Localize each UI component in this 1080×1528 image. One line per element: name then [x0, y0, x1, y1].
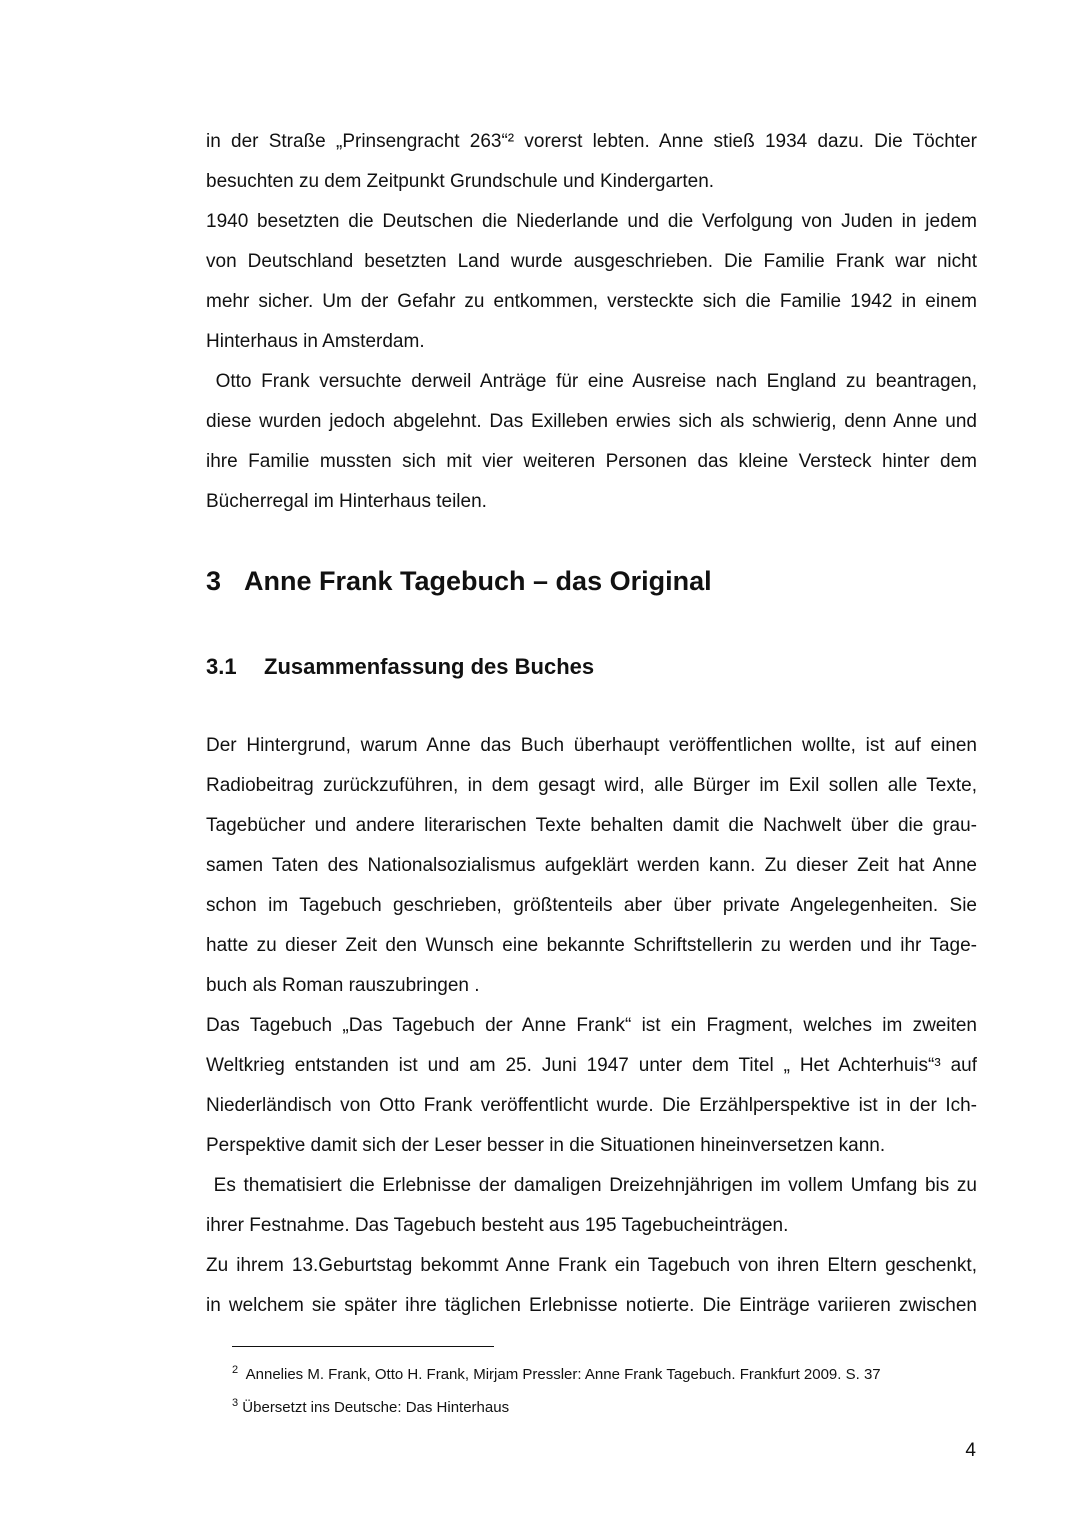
text-line: Bücherregal im Hinterhaus teilen.: [206, 491, 487, 512]
text-line: Das Tagebuch „Das Tagebuch der Anne Frank“ ist ein Fragment, welches im zweiten: [206, 1015, 977, 1036]
footnote: [232, 1358, 992, 1391]
text-line: Weltkrieg entstanden ist und am 25. Juni 1947 unter dem Titel „ Het Achterhuis“³ auf: [206, 1055, 977, 1076]
text-line: samen Taten des Nationalsozialismus aufgeklärt werden kann. Zu dieser Zeit hat Anne: [206, 855, 977, 876]
text-line: Otto Frank versuchte derweil Anträge für eine Ausreise nach England zu beantragen,: [206, 371, 977, 392]
footnote-text: Übersetzt ins Deutsche: Das Hinterhaus: [242, 1399, 510, 1416]
paragraph-fragment: [206, 1006, 977, 1166]
paragraph-occupation: [206, 202, 977, 362]
paragraph-themes: [206, 1166, 977, 1246]
subsection-number: 3.1: [206, 654, 237, 679]
text-line: in der Straße „Prinsengracht 263“² vorerst lebten. Anne stieß 1934 dazu. Die Töchter: [206, 131, 977, 152]
text-line: buch als Roman rauszubringen .: [206, 975, 480, 996]
footnotes: [232, 1358, 992, 1424]
paragraph-birthday: [206, 1246, 977, 1326]
section-heading: [206, 566, 712, 597]
text-line: in welchem sie später ihre täglichen Erlebnisse notierte. Die Einträge variieren zwischen: [206, 1295, 977, 1316]
text-line: Es thematisiert die Erlebnisse der damaligen Dreizehnjährigen im vollem Umfang bis zu: [206, 1175, 977, 1196]
text-line: besuchten zu dem Zeitpunkt Grundschule und Kindergarten.: [206, 171, 715, 192]
text-line: ihrer Festnahme. Das Tagebuch besteht aus 195 Tagebucheinträgen.: [206, 1215, 789, 1236]
section-number: 3: [206, 566, 222, 596]
footnote-text: Annelies M. Frank, Otto H. Frank, Mirjam Pressler: Anne Frank Tagebuch. Frankfurt 2009. S. 37: [245, 1366, 881, 1383]
text-line: mehr sicher. Um der Gefahr zu entkommen, versteckte sich die Familie 1942 in einem: [206, 291, 977, 312]
footnote-marker: 2: [232, 1364, 239, 1376]
text-line: diese wurden jedoch abgelehnt. Das Exilleben erwies sich als schwierig, denn Anne und: [206, 411, 977, 432]
section-title: Anne Frank Tagebuch – das Original: [244, 566, 712, 596]
text-line: Zu ihrem 13.Geburtstag bekommt Anne Frank ein Tagebuch von ihren Eltern geschenkt,: [206, 1255, 977, 1276]
text-line: 1940 besetzten die Deutschen die Niederlande und die Verfolgung von Juden in jedem: [206, 211, 977, 232]
text-line: Perspektive damit sich der Leser besser in die Situationen hineinversetzen kann.: [206, 1135, 886, 1156]
footnote-separator: [232, 1346, 494, 1347]
footnote: [232, 1391, 992, 1424]
text-line: Niederländisch von Otto Frank veröffentlicht wurde. Die Erzählperspektive ist in der Ich-: [206, 1095, 977, 1116]
text-line: Radiobeitrag zurückzuführen, in dem gesagt wird, alle Bürger im Exil sollen alle Texte,: [206, 775, 977, 796]
paragraph-exile: [206, 362, 977, 522]
text-line: schon im Tagebuch geschrieben, größtenteils aber über private Angelegenheiten. Sie: [206, 895, 977, 916]
text-line: Der Hintergrund, warum Anne das Buch überhaupt veröffentlichen wollte, ist auf einen: [206, 735, 977, 756]
text-line: von Deutschland besetzten Land wurde ausgeschrieben. Die Familie Frank war nicht: [206, 251, 977, 272]
subsection-heading: [206, 654, 594, 680]
text-line: hatte zu dieser Zeit den Wunsch eine bekannte Schriftstellerin zu werden und ihr Tage-: [206, 935, 977, 956]
text-line: Tagebücher und andere literarischen Texte behalten damit die Nachwelt über die grau-: [206, 815, 977, 836]
subsection-title: Zusammenfassung des Buches: [264, 654, 595, 679]
page-number: 4: [965, 1440, 976, 1461]
footnote-marker: 3: [232, 1397, 239, 1409]
text-line: ihre Familie mussten sich mit vier weiteren Personen das kleine Versteck hinter dem: [206, 451, 977, 472]
paragraph-background: [206, 726, 977, 1006]
paragraph-family-residence: [206, 122, 977, 202]
text-line: Hinterhaus in Amsterdam.: [206, 331, 425, 352]
